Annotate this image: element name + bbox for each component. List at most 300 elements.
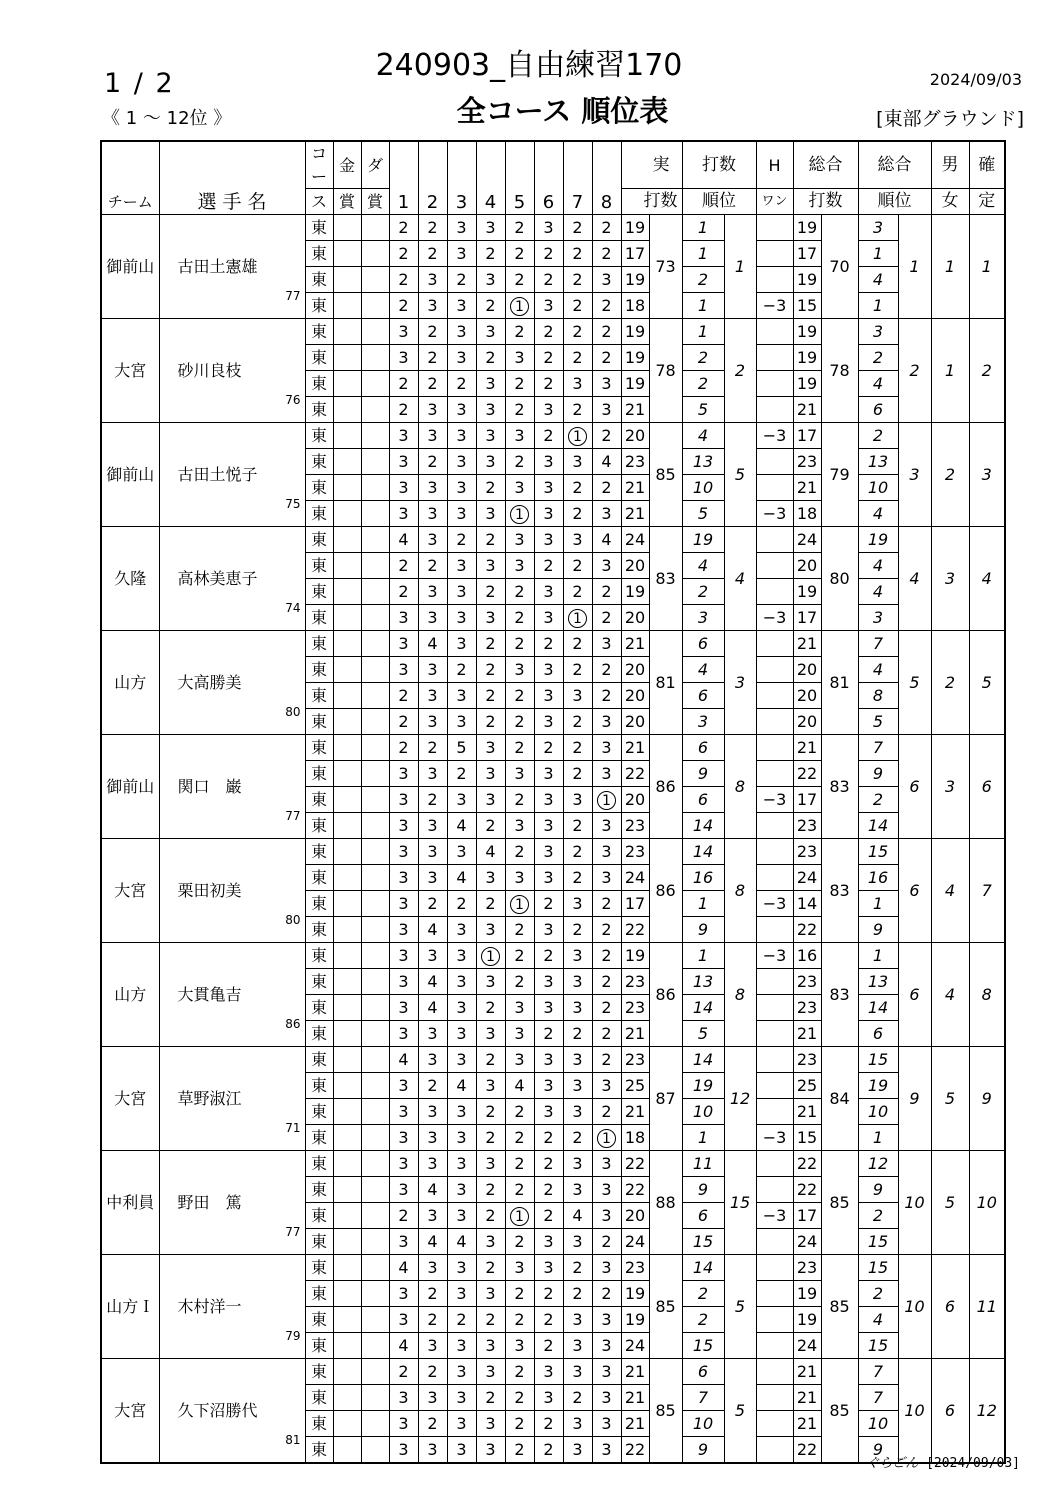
hole-score: 3 bbox=[389, 865, 418, 891]
gold-award bbox=[333, 1021, 361, 1047]
gold-award bbox=[333, 1125, 361, 1151]
hole-score: 2 bbox=[476, 813, 505, 839]
hole-in-one-adjust: −3 bbox=[756, 605, 793, 631]
final-rank: 11 bbox=[969, 1255, 1005, 1359]
hole-score: 4 bbox=[418, 917, 447, 943]
hole-score: 2 bbox=[563, 917, 592, 943]
hole-in-one-mark: 1 bbox=[510, 505, 529, 524]
hole-score: 3 bbox=[476, 1281, 505, 1307]
round-total: 20 bbox=[793, 709, 821, 735]
team-name: 御前山 bbox=[101, 735, 159, 839]
hole-score: 2 bbox=[389, 709, 418, 735]
hole-score: 3 bbox=[476, 319, 505, 345]
hole-score: 3 bbox=[505, 475, 534, 501]
hole-score: 3 bbox=[389, 475, 418, 501]
course-name: 東 bbox=[305, 683, 333, 709]
hole-in-one-adjust bbox=[756, 995, 793, 1021]
round-rank: 6 bbox=[682, 631, 724, 657]
round-strokes: 22 bbox=[621, 761, 649, 787]
round-rank: 10 bbox=[682, 1411, 724, 1437]
da-award bbox=[361, 1177, 389, 1203]
round-total-rank: 1 bbox=[858, 943, 898, 969]
header-total-rank: 総合 bbox=[858, 141, 931, 189]
hole-score: 2 bbox=[592, 423, 621, 449]
hole-score: 3 bbox=[534, 605, 563, 631]
hole-score: 2 bbox=[505, 319, 534, 345]
course-name: 東 bbox=[305, 1177, 333, 1203]
round-strokes: 24 bbox=[621, 527, 649, 553]
course-name: 東 bbox=[305, 865, 333, 891]
hole-in-one-adjust bbox=[756, 1307, 793, 1333]
hole-score: 3 bbox=[447, 345, 476, 371]
hole-score: 2 bbox=[476, 1307, 505, 1333]
da-award bbox=[361, 917, 389, 943]
hole-score: 3 bbox=[505, 813, 534, 839]
gold-award bbox=[333, 553, 361, 579]
gold-award bbox=[333, 1359, 361, 1385]
team-name: 山方 bbox=[101, 631, 159, 735]
round-strokes: 21 bbox=[621, 1021, 649, 1047]
hole-score: 3 bbox=[476, 761, 505, 787]
da-award bbox=[361, 371, 389, 397]
gold-award bbox=[333, 1047, 361, 1073]
round-total-rank: 4 bbox=[858, 579, 898, 605]
total-rank: 6 bbox=[898, 735, 931, 839]
hole-score: 2 bbox=[505, 787, 534, 813]
team-name: 中利員 bbox=[101, 1151, 159, 1255]
course-name: 東 bbox=[305, 839, 333, 865]
gold-award bbox=[333, 501, 361, 527]
header-total-2: 打数 bbox=[793, 189, 858, 215]
course-name: 東 bbox=[305, 605, 333, 631]
course-name: 東 bbox=[305, 1099, 333, 1125]
hole-score: 2 bbox=[534, 631, 563, 657]
total-rank: 6 bbox=[898, 943, 931, 1047]
round-strokes: 23 bbox=[621, 839, 649, 865]
hole-in-one-adjust bbox=[756, 839, 793, 865]
course-name: 東 bbox=[305, 1359, 333, 1385]
header-hole-3: 3 bbox=[447, 141, 476, 215]
round-rank: 15 bbox=[682, 1229, 724, 1255]
final-rank: 9 bbox=[969, 1047, 1005, 1151]
hole-score: 3 bbox=[447, 241, 476, 267]
stroke-rank: 12 bbox=[724, 1047, 756, 1151]
round-total: 20 bbox=[793, 683, 821, 709]
round-rank: 13 bbox=[682, 449, 724, 475]
header-gender-2: 女 bbox=[931, 189, 969, 215]
hole-score: 3 bbox=[389, 891, 418, 917]
table-row bbox=[101, 1255, 1005, 1281]
course-name: 東 bbox=[305, 1021, 333, 1047]
hole-score: 3 bbox=[389, 839, 418, 865]
hole-score: 2 bbox=[505, 579, 534, 605]
hole-score: 2 bbox=[476, 1099, 505, 1125]
round-rank: 2 bbox=[682, 345, 724, 371]
course-name: 東 bbox=[305, 527, 333, 553]
hole-score: 3 bbox=[447, 215, 476, 241]
hole-in-one-adjust bbox=[756, 917, 793, 943]
hole-in-one-adjust: −3 bbox=[756, 423, 793, 449]
total-rank: 9 bbox=[898, 1047, 931, 1151]
hole-score: 2 bbox=[592, 683, 621, 709]
hole-score: 3 bbox=[563, 1411, 592, 1437]
round-total-rank: 7 bbox=[858, 631, 898, 657]
round-total-rank: 15 bbox=[858, 1229, 898, 1255]
hole-score: 3 bbox=[505, 553, 534, 579]
hole-score: 3 bbox=[447, 1255, 476, 1281]
gender-rank: 4 bbox=[931, 943, 969, 1047]
hole-score: 3 bbox=[534, 683, 563, 709]
hole-in-one-adjust: −3 bbox=[756, 891, 793, 917]
hole-score: 2 bbox=[505, 631, 534, 657]
gold-award bbox=[333, 397, 361, 423]
hole-score: 2 bbox=[389, 215, 418, 241]
hole-score: 2 bbox=[505, 1307, 534, 1333]
da-award bbox=[361, 969, 389, 995]
da-award bbox=[361, 1047, 389, 1073]
footer-brand: ぐらごん bbox=[866, 1456, 919, 1471]
hole-score bbox=[592, 787, 621, 813]
hole-score: 3 bbox=[418, 1333, 447, 1359]
hole-score: 3 bbox=[418, 475, 447, 501]
da-award bbox=[361, 1125, 389, 1151]
team-name: 久隆 bbox=[101, 527, 159, 631]
total-strokes: 80 bbox=[821, 527, 858, 631]
player-name-cell bbox=[159, 423, 305, 527]
course-name: 東 bbox=[305, 813, 333, 839]
hole-score: 3 bbox=[534, 1229, 563, 1255]
hole-score: 2 bbox=[534, 319, 563, 345]
hole-score: 2 bbox=[592, 319, 621, 345]
header-gender: 男 bbox=[931, 141, 969, 189]
round-total-rank: 2 bbox=[858, 423, 898, 449]
hole-score: 2 bbox=[563, 709, 592, 735]
total-rank: 5 bbox=[898, 631, 931, 735]
da-award bbox=[361, 241, 389, 267]
round-rank: 7 bbox=[682, 1385, 724, 1411]
hole-score: 3 bbox=[447, 449, 476, 475]
hole-score: 2 bbox=[563, 475, 592, 501]
course-name: 東 bbox=[305, 1333, 333, 1359]
hole-score: 3 bbox=[592, 553, 621, 579]
hole-score: 2 bbox=[563, 345, 592, 371]
total-strokes: 81 bbox=[821, 631, 858, 735]
round-total: 19 bbox=[793, 319, 821, 345]
hole-score: 3 bbox=[418, 1255, 447, 1281]
player-name: 大貫亀吉 bbox=[177, 985, 242, 1004]
round-total: 21 bbox=[793, 1359, 821, 1385]
round-rank: 4 bbox=[682, 553, 724, 579]
da-award bbox=[361, 995, 389, 1021]
hole-score: 2 bbox=[476, 709, 505, 735]
hole-score: 2 bbox=[447, 267, 476, 293]
round-total: 24 bbox=[793, 865, 821, 891]
hole-in-one-adjust bbox=[756, 1151, 793, 1177]
da-award bbox=[361, 1229, 389, 1255]
course-name: 東 bbox=[305, 1281, 333, 1307]
hole-in-one-mark: 1 bbox=[568, 427, 587, 446]
hole-score: 3 bbox=[476, 865, 505, 891]
da-award bbox=[361, 267, 389, 293]
hole-score: 2 bbox=[476, 1255, 505, 1281]
hole-score: 3 bbox=[447, 1151, 476, 1177]
gold-award bbox=[333, 865, 361, 891]
hole-score: 3 bbox=[389, 1411, 418, 1437]
round-strokes: 21 bbox=[621, 1385, 649, 1411]
hole-score: 4 bbox=[418, 1229, 447, 1255]
hole-in-one-adjust bbox=[756, 631, 793, 657]
round-total-rank: 9 bbox=[858, 1437, 898, 1464]
round-total-rank: 3 bbox=[858, 215, 898, 241]
hole-score: 2 bbox=[592, 1229, 621, 1255]
header-gold-2: 賞 bbox=[333, 189, 361, 215]
round-strokes: 22 bbox=[621, 1437, 649, 1464]
hole-in-one-adjust bbox=[756, 1333, 793, 1359]
hole-score: 2 bbox=[505, 1125, 534, 1151]
player-age: 76 bbox=[285, 393, 301, 407]
hole-in-one-adjust: −3 bbox=[756, 943, 793, 969]
table-row bbox=[101, 527, 1005, 553]
player-name: 関口 巌 bbox=[177, 777, 242, 796]
hole-score: 3 bbox=[476, 1229, 505, 1255]
round-total-rank: 3 bbox=[858, 605, 898, 631]
hole-in-one-adjust bbox=[756, 1021, 793, 1047]
hole-score: 3 bbox=[534, 787, 563, 813]
hole-score: 2 bbox=[505, 449, 534, 475]
gold-award bbox=[333, 709, 361, 735]
hole-score: 4 bbox=[447, 813, 476, 839]
page-indicator: 1 / 2 bbox=[104, 68, 175, 99]
round-rank: 2 bbox=[682, 371, 724, 397]
round-strokes: 19 bbox=[621, 371, 649, 397]
round-strokes: 25 bbox=[621, 1073, 649, 1099]
hole-score: 3 bbox=[447, 579, 476, 605]
round-total: 17 bbox=[793, 423, 821, 449]
hole-score: 2 bbox=[534, 1333, 563, 1359]
final-rank: 5 bbox=[969, 631, 1005, 735]
round-rank: 1 bbox=[682, 241, 724, 267]
round-total: 21 bbox=[793, 631, 821, 657]
round-rank: 9 bbox=[682, 1177, 724, 1203]
hole-score bbox=[505, 293, 534, 319]
hole-score: 3 bbox=[389, 501, 418, 527]
team-name: 大宮 bbox=[101, 319, 159, 423]
round-total: 17 bbox=[793, 787, 821, 813]
round-total-rank: 1 bbox=[858, 891, 898, 917]
hole-score: 2 bbox=[418, 1073, 447, 1099]
da-award bbox=[361, 943, 389, 969]
hole-score: 3 bbox=[447, 683, 476, 709]
hole-score: 2 bbox=[592, 1047, 621, 1073]
da-award bbox=[361, 709, 389, 735]
stroke-rank: 3 bbox=[724, 631, 756, 735]
gold-award bbox=[333, 735, 361, 761]
round-strokes: 21 bbox=[621, 1099, 649, 1125]
hole-score: 3 bbox=[447, 501, 476, 527]
hole-score bbox=[476, 943, 505, 969]
hole-score: 3 bbox=[534, 761, 563, 787]
gold-award bbox=[333, 917, 361, 943]
round-total: 21 bbox=[793, 1385, 821, 1411]
hole-score: 3 bbox=[418, 813, 447, 839]
hole-score: 3 bbox=[447, 1437, 476, 1464]
round-total: 24 bbox=[793, 1229, 821, 1255]
course-name: 東 bbox=[305, 709, 333, 735]
hole-score: 2 bbox=[534, 1437, 563, 1464]
course-name: 東 bbox=[305, 267, 333, 293]
table-row bbox=[101, 1151, 1005, 1177]
actual-strokes: 86 bbox=[649, 839, 682, 943]
player-age: 77 bbox=[285, 289, 301, 303]
hole-score: 2 bbox=[505, 969, 534, 995]
da-award bbox=[361, 1073, 389, 1099]
stroke-rank: 8 bbox=[724, 839, 756, 943]
player-name-cell bbox=[159, 1047, 305, 1151]
player-name-cell bbox=[159, 839, 305, 943]
player-age: 77 bbox=[285, 809, 301, 823]
hole-score: 2 bbox=[476, 1047, 505, 1073]
round-rank: 1 bbox=[682, 215, 724, 241]
hole-score: 3 bbox=[447, 1177, 476, 1203]
round-total-rank: 1 bbox=[858, 293, 898, 319]
hole-score: 3 bbox=[447, 995, 476, 1021]
hole-score: 2 bbox=[592, 1281, 621, 1307]
hole-score: 2 bbox=[505, 1411, 534, 1437]
hole-score: 2 bbox=[592, 917, 621, 943]
gold-award bbox=[333, 579, 361, 605]
course-name: 東 bbox=[305, 423, 333, 449]
hole-score: 3 bbox=[447, 397, 476, 423]
header-total-rank-2: 順位 bbox=[858, 189, 931, 215]
hole-score: 3 bbox=[418, 501, 447, 527]
actual-strokes: 88 bbox=[649, 1151, 682, 1255]
header-stroke-rank-2: 順位 bbox=[682, 189, 756, 215]
hole-score: 3 bbox=[476, 605, 505, 631]
header-da: ダ bbox=[361, 141, 389, 189]
hole-in-one-adjust bbox=[756, 709, 793, 735]
hole-in-one-adjust bbox=[756, 371, 793, 397]
round-total: 22 bbox=[793, 761, 821, 787]
round-total: 23 bbox=[793, 449, 821, 475]
gold-award bbox=[333, 371, 361, 397]
hole-in-one-adjust: −3 bbox=[756, 1203, 793, 1229]
hole-score: 2 bbox=[389, 241, 418, 267]
hole-score: 3 bbox=[447, 787, 476, 813]
document-title: 240903_自由練習170 bbox=[375, 48, 683, 83]
hole-score: 2 bbox=[418, 1307, 447, 1333]
hole-score: 3 bbox=[389, 449, 418, 475]
round-strokes: 21 bbox=[621, 1411, 649, 1437]
hole-score: 3 bbox=[592, 1203, 621, 1229]
hole-in-one-adjust: −3 bbox=[756, 787, 793, 813]
hole-score: 3 bbox=[389, 1307, 418, 1333]
round-rank: 10 bbox=[682, 1099, 724, 1125]
final-rank: 2 bbox=[969, 319, 1005, 423]
round-strokes: 22 bbox=[621, 917, 649, 943]
round-rank: 1 bbox=[682, 1125, 724, 1151]
player-age: 77 bbox=[285, 1225, 301, 1239]
course-name: 東 bbox=[305, 995, 333, 1021]
hole-score: 3 bbox=[476, 917, 505, 943]
course-name: 東 bbox=[305, 501, 333, 527]
header-team: チーム bbox=[101, 141, 159, 215]
gold-award bbox=[333, 1411, 361, 1437]
gender-rank: 2 bbox=[931, 631, 969, 735]
stroke-rank: 1 bbox=[724, 215, 756, 319]
course-name: 東 bbox=[305, 579, 333, 605]
player-age: 80 bbox=[285, 705, 301, 719]
hole-score: 2 bbox=[563, 657, 592, 683]
gold-award bbox=[333, 657, 361, 683]
hole-score: 2 bbox=[592, 943, 621, 969]
hole-score: 4 bbox=[418, 995, 447, 1021]
hole-score bbox=[563, 605, 592, 631]
hole-score: 2 bbox=[534, 553, 563, 579]
hole-in-one-adjust bbox=[756, 969, 793, 995]
hole-score: 2 bbox=[447, 761, 476, 787]
da-award bbox=[361, 735, 389, 761]
rank-range: 《 1 ～ 12位 》 bbox=[102, 108, 232, 129]
hole-in-one-adjust bbox=[756, 241, 793, 267]
player-name: 高林美恵子 bbox=[177, 569, 258, 588]
hole-score: 2 bbox=[476, 475, 505, 501]
hole-in-one-adjust bbox=[756, 449, 793, 475]
hole-score: 3 bbox=[476, 1073, 505, 1099]
actual-strokes: 85 bbox=[649, 1359, 682, 1464]
hole-score: 3 bbox=[592, 1073, 621, 1099]
round-rank: 9 bbox=[682, 761, 724, 787]
hole-score: 2 bbox=[563, 215, 592, 241]
hole-score: 3 bbox=[447, 631, 476, 657]
course-name: 東 bbox=[305, 319, 333, 345]
hole-score: 2 bbox=[476, 579, 505, 605]
round-rank: 1 bbox=[682, 319, 724, 345]
header-hole-7: 7 bbox=[563, 141, 592, 215]
hole-score: 3 bbox=[418, 1437, 447, 1464]
actual-strokes: 78 bbox=[649, 319, 682, 423]
team-name: 御前山 bbox=[101, 423, 159, 527]
hole-score: 2 bbox=[563, 761, 592, 787]
gold-award bbox=[333, 241, 361, 267]
hole-in-one-adjust bbox=[756, 1255, 793, 1281]
hole-score: 3 bbox=[505, 423, 534, 449]
header-total: 総合 bbox=[793, 141, 858, 189]
hole-score: 4 bbox=[447, 1073, 476, 1099]
round-total: 16 bbox=[793, 943, 821, 969]
round-total-rank: 4 bbox=[858, 553, 898, 579]
hole-score: 3 bbox=[418, 943, 447, 969]
hole-score: 2 bbox=[592, 605, 621, 631]
gold-award bbox=[333, 1307, 361, 1333]
round-rank: 6 bbox=[682, 683, 724, 709]
gold-award bbox=[333, 683, 361, 709]
da-award bbox=[361, 1151, 389, 1177]
player-age: 75 bbox=[285, 497, 301, 511]
hole-score: 3 bbox=[389, 423, 418, 449]
da-award bbox=[361, 553, 389, 579]
hole-score: 3 bbox=[447, 1021, 476, 1047]
gender-rank: 1 bbox=[931, 215, 969, 319]
round-rank: 11 bbox=[682, 1151, 724, 1177]
stroke-rank: 8 bbox=[724, 943, 756, 1047]
hole-score: 3 bbox=[505, 657, 534, 683]
round-rank: 4 bbox=[682, 657, 724, 683]
hole-in-one-adjust bbox=[756, 319, 793, 345]
gold-award bbox=[333, 1229, 361, 1255]
da-award bbox=[361, 293, 389, 319]
player-name: 古田土憲雄 bbox=[177, 257, 258, 276]
hole-in-one-adjust bbox=[756, 1177, 793, 1203]
